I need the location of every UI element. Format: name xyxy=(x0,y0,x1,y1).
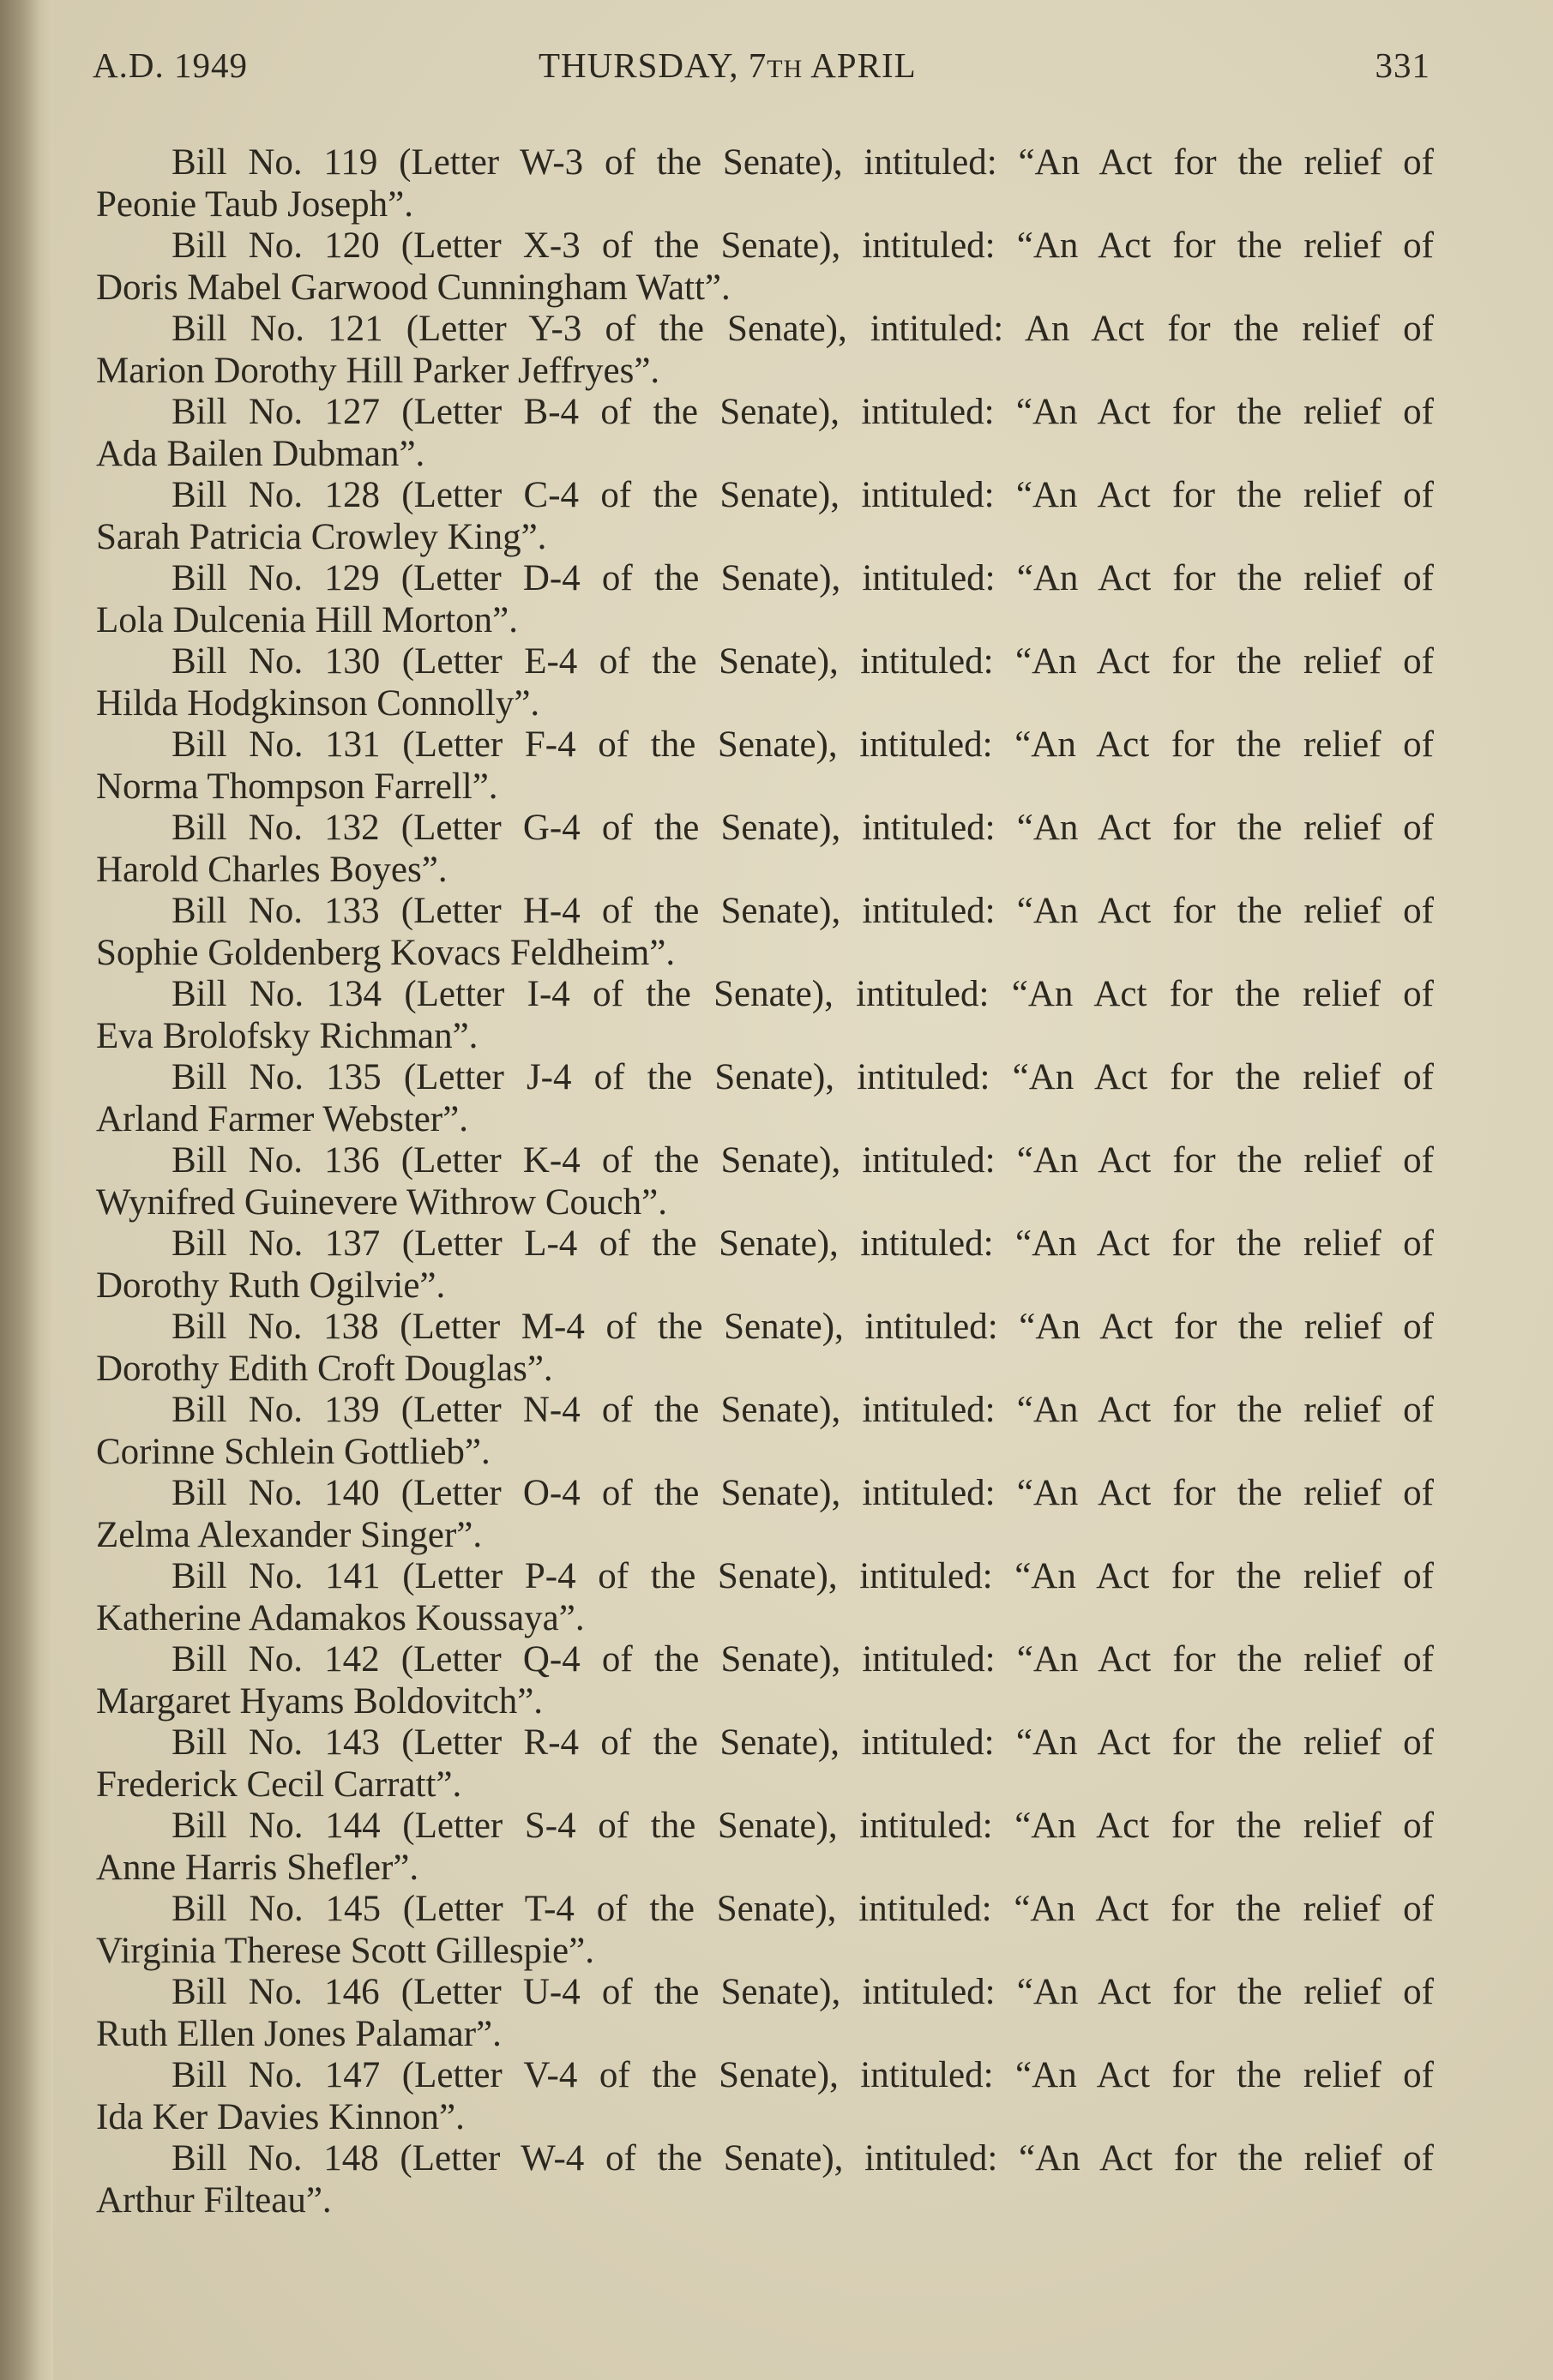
bill-entry-line1: Bill No. 148 (Letter W-4 of the Senate), intituled: “An Act for the relief of xyxy=(172,2138,1434,2179)
bill-entry-line2: Ruth Ellen Jones Palamar”. xyxy=(96,2013,502,2054)
bill-entry xyxy=(96,1223,1434,1307)
bill-entry-line2: Peonie Taub Joseph”. xyxy=(96,183,413,225)
bill-entry-line1: Bill No. 140 (Letter O-4 of the Senate), intituled: “An Act for the relief of xyxy=(172,1473,1434,1513)
bill-entry-line2: Frederick Cecil Carratt”. xyxy=(96,1764,462,1805)
page-binding-edge xyxy=(0,0,53,2380)
bill-entry-line1: Bill No. 137 (Letter L-4 of the Senate), intituled: “An Act for the relief of xyxy=(172,1223,1434,1264)
bill-entry xyxy=(96,142,1434,225)
bill-entry xyxy=(96,1057,1434,1140)
bill-entry-line1: Bill No. 134 (Letter I-4 of the Senate), intituled: “An Act for the relief of xyxy=(172,974,1434,1014)
header-day-suffix: TH xyxy=(767,55,804,83)
bill-entry xyxy=(96,2055,1434,2138)
bill-entry xyxy=(96,1390,1434,1473)
bill-entry-line2: Zelma Alexander Singer”. xyxy=(96,1514,483,1555)
bill-entry-line1: Bill No. 138 (Letter M-4 of the Senate), intituled: “An Act for the relief of xyxy=(172,1307,1434,1347)
page-number: 331 xyxy=(1375,45,1430,85)
bill-entry xyxy=(96,891,1434,974)
bill-entry xyxy=(96,475,1434,558)
bill-entry xyxy=(96,309,1434,392)
bill-entry-line2: Ida Ker Davies Kinnon”. xyxy=(96,2096,465,2137)
bill-entry-line2: Dorothy Ruth Ogilvie”. xyxy=(96,1265,446,1306)
bill-entry xyxy=(96,1307,1434,1390)
bill-entry xyxy=(96,1722,1434,1806)
bill-entry-line2: Hilda Hodgkinson Connolly”. xyxy=(96,682,540,724)
bill-entry-line1: Bill No. 135 (Letter J-4 of the Senate), intituled: “An Act for the relief of xyxy=(172,1057,1434,1097)
bill-list xyxy=(96,142,1434,2221)
bill-entry-line2: Ada Bailen Dubman”. xyxy=(96,433,425,474)
header-year: A.D. 1949 xyxy=(93,45,248,85)
bill-entry xyxy=(96,974,1434,1057)
bill-entry xyxy=(96,225,1434,309)
bill-entry-line1: Bill No. 132 (Letter G-4 of the Senate), intituled: “An Act for the relief of xyxy=(172,808,1434,848)
bill-entry-line2: Arland Farmer Webster”. xyxy=(96,1098,468,1139)
bill-entry-line2: Harold Charles Boyes”. xyxy=(96,849,448,890)
bill-entry-line2: Marion Dorothy Hill Parker Jeffryes”. xyxy=(96,350,660,391)
bill-entry-line2: Doris Mabel Garwood Cunningham Watt”. xyxy=(96,267,731,308)
header-day: THURSDAY, 7 xyxy=(539,45,767,85)
bill-entry-line2: Corinne Schlein Gottlieb”. xyxy=(96,1431,491,1472)
bill-entry-line1: Bill No. 128 (Letter C-4 of the Senate), intituled: “An Act for the relief of xyxy=(172,475,1434,515)
bill-entry-line1: Bill No. 141 (Letter P-4 of the Senate), intituled: “An Act for the relief of xyxy=(172,1556,1434,1596)
bill-entry-line1: Bill No. 145 (Letter T-4 of the Senate), intituled: “An Act for the relief of xyxy=(172,1889,1434,1929)
bill-entry-line2: Wynifred Guinevere Withrow Couch”. xyxy=(96,1181,667,1223)
bill-entry-line2: Katherine Adamakos Koussaya”. xyxy=(96,1597,585,1638)
bill-entry-line2: Lola Dulcenia Hill Morton”. xyxy=(96,599,518,640)
bill-entry xyxy=(96,558,1434,641)
header-month: APRIL xyxy=(803,45,917,85)
bill-entry-line2: Virginia Therese Scott Gillespie”. xyxy=(96,1930,594,1971)
bill-entry xyxy=(96,641,1434,724)
bill-entry-line1: Bill No. 133 (Letter H-4 of the Senate), intituled: “An Act for the relief of xyxy=(172,891,1434,931)
bill-entry-line2: Margaret Hyams Boldovitch”. xyxy=(96,1680,544,1722)
bill-entry-line1: Bill No. 142 (Letter Q-4 of the Senate), intituled: “An Act for the relief of xyxy=(172,1639,1434,1680)
bill-entry xyxy=(96,1889,1434,1972)
bill-entry xyxy=(96,724,1434,808)
bill-entry xyxy=(96,2138,1434,2221)
bill-entry-line1: Bill No. 119 (Letter W-3 of the Senate), intituled: “An Act for the relief of xyxy=(172,142,1434,183)
bill-entry-line2: Arthur Filteau”. xyxy=(96,2179,332,2221)
bill-entry-line1: Bill No. 129 (Letter D-4 of the Senate), intituled: “An Act for the relief of xyxy=(172,558,1434,598)
bill-entry-line2: Dorothy Edith Croft Douglas”. xyxy=(96,1348,553,1389)
bill-entry xyxy=(96,1140,1434,1223)
bill-entry-line1: Bill No. 127 (Letter B-4 of the Senate), intituled: “An Act for the relief of xyxy=(172,392,1434,432)
bill-entry-line2: Sophie Goldenberg Kovacs Feldheim”. xyxy=(96,932,676,973)
bill-entry xyxy=(96,1473,1434,1556)
bill-entry xyxy=(96,1806,1434,1889)
bill-entry-line1: Bill No. 143 (Letter R-4 of the Senate), intituled: “An Act for the relief of xyxy=(172,1722,1434,1763)
bill-entry-line2: Norma Thompson Farrell”. xyxy=(96,766,498,807)
bill-entry-line1: Bill No. 130 (Letter E-4 of the Senate), intituled: “An Act for the relief of xyxy=(172,641,1434,682)
bill-entry-line2: Eva Brolofsky Richman”. xyxy=(96,1015,479,1056)
bill-entry-line2: Sarah Patricia Crowley King”. xyxy=(96,516,547,557)
bill-entry xyxy=(96,808,1434,891)
bill-entry-line1: Bill No. 146 (Letter U-4 of the Senate), intituled: “An Act for the relief of xyxy=(172,1972,1434,2012)
header-date xyxy=(539,45,917,86)
bill-entry-line1: Bill No. 121 (Letter Y-3 of the Senate), intituled: An Act for the relief of xyxy=(172,309,1434,349)
bill-entry-line1: Bill No. 131 (Letter F-4 of the Senate), intituled: “An Act for the relief of xyxy=(172,724,1434,765)
bill-entry-line1: Bill No. 120 (Letter X-3 of the Senate), intituled: “An Act for the relief of xyxy=(172,225,1434,266)
running-header xyxy=(93,45,1430,96)
bill-entry-line1: Bill No. 144 (Letter S-4 of the Senate), intituled: “An Act for the relief of xyxy=(172,1806,1434,1846)
bill-entry-line1: Bill No. 136 (Letter K-4 of the Senate), intituled: “An Act for the relief of xyxy=(172,1140,1434,1181)
bill-entry-line2: Anne Harris Shefler”. xyxy=(96,1847,419,1888)
bill-entry xyxy=(96,1639,1434,1722)
bill-entry xyxy=(96,392,1434,475)
bill-entry xyxy=(96,1972,1434,2055)
bill-entry xyxy=(96,1556,1434,1639)
bill-entry-line1: Bill No. 139 (Letter N-4 of the Senate), intituled: “An Act for the relief of xyxy=(172,1390,1434,1430)
bill-entry-line1: Bill No. 147 (Letter V-4 of the Senate), intituled: “An Act for the relief of xyxy=(172,2055,1434,2095)
